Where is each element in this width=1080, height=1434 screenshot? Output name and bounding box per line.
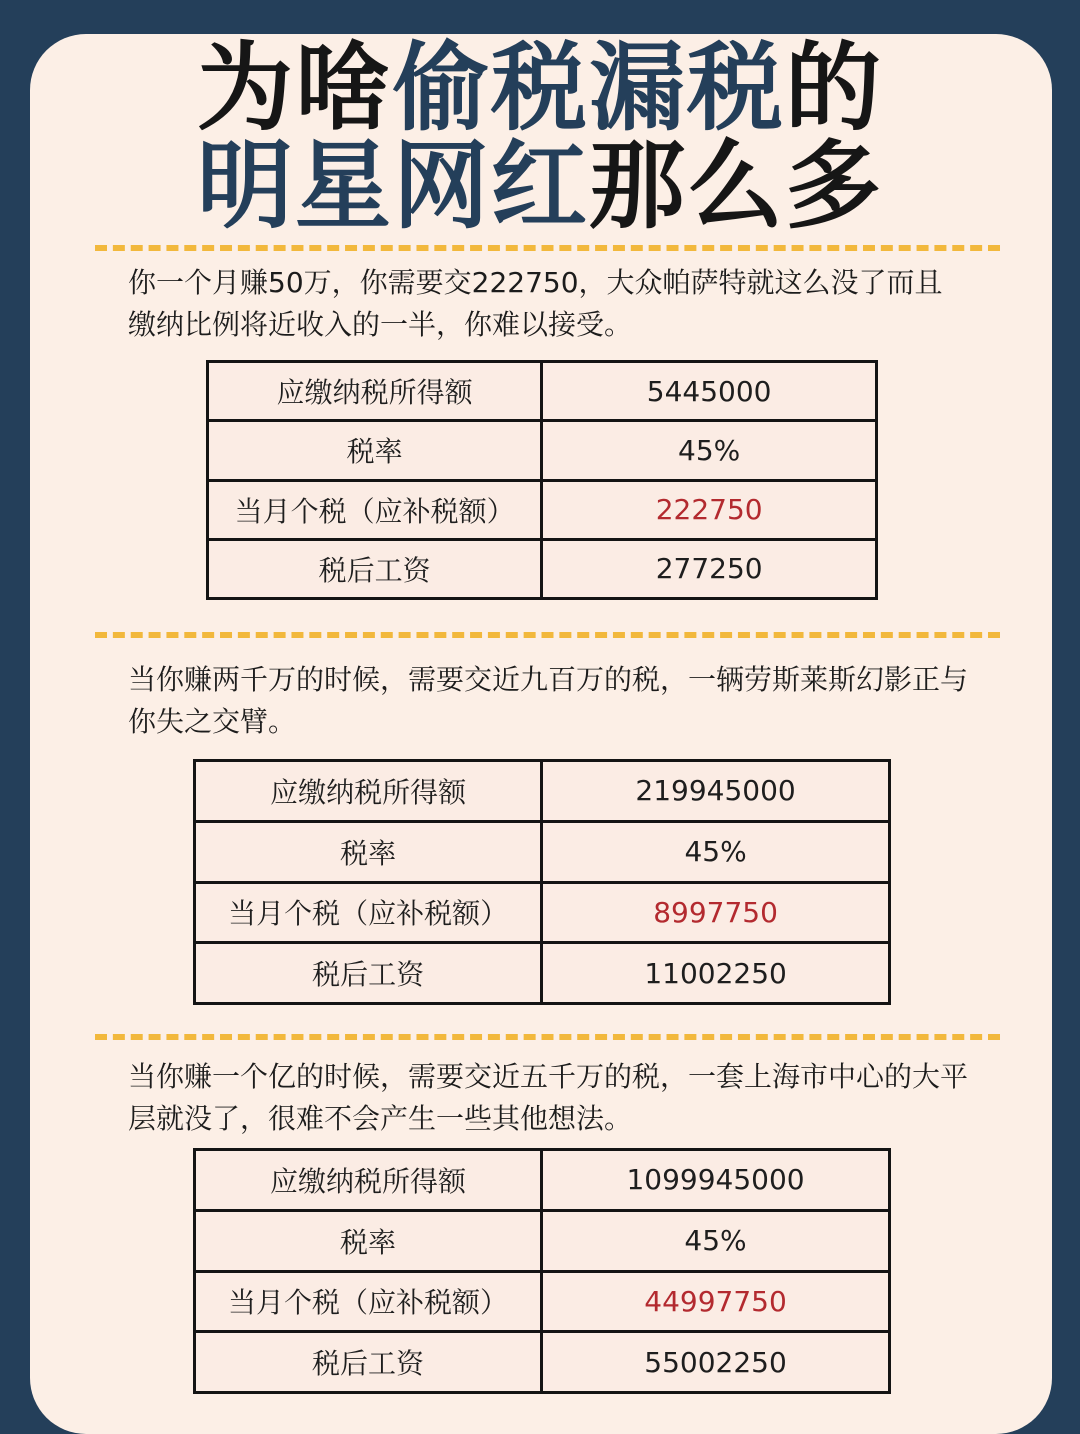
headline-text: 那么多 (589, 130, 883, 242)
dashed-divider (95, 1034, 1000, 1040)
table-row (195, 1150, 890, 1211)
row-value: 55002250 (542, 1332, 890, 1393)
row-label: 税后工资 (208, 539, 542, 598)
row-label: 当月个税（应补税额） (208, 480, 542, 539)
row-value: 5445000 (542, 362, 877, 421)
row-value: 277250 (542, 539, 877, 598)
section-paragraph: 当你赚两千万的时候，需要交近九百万的税，一辆劳斯莱斯幻影正与你失之交臂。 (128, 663, 969, 738)
row-value-highlight: 44997750 (542, 1271, 890, 1332)
row-label: 当月个税（应补税额） (195, 882, 542, 943)
tax-table (193, 1148, 891, 1394)
row-value: 45% (542, 821, 890, 882)
headline-text: 为啥 (197, 32, 393, 144)
section-paragraph: 当你赚一个亿的时候，需要交近五千万的税，一套上海市中心的大平层就没了，很难不会产生一些其他想法。 (128, 1060, 969, 1135)
row-label: 税率 (208, 421, 542, 480)
table-row (195, 1210, 890, 1271)
table-row (195, 761, 890, 822)
row-value: 45% (542, 421, 877, 480)
table-row (195, 1332, 890, 1393)
row-value: 11002250 (542, 943, 890, 1004)
row-value-highlight: 222750 (542, 480, 877, 539)
row-value: 1099945000 (542, 1150, 890, 1211)
table-row (208, 480, 877, 539)
table-row (208, 539, 877, 598)
dashed-divider (95, 632, 1000, 638)
row-label: 税后工资 (195, 943, 542, 1004)
table-row (195, 943, 890, 1004)
row-label: 当月个税（应补税额） (195, 1271, 542, 1332)
table-row (195, 882, 890, 943)
headline-text: 的 (785, 32, 883, 144)
dashed-divider (95, 245, 1000, 251)
headline-highlight: 明星网红 (197, 130, 589, 242)
headline-highlight: 偷税漏税 (393, 32, 785, 144)
table-row (195, 1271, 890, 1332)
tax-table (206, 360, 878, 600)
row-label: 税率 (195, 1210, 542, 1271)
row-label: 应缴纳税所得额 (195, 761, 542, 822)
tax-table (193, 759, 891, 1005)
row-label: 税后工资 (195, 1332, 542, 1393)
row-value: 45% (542, 1210, 890, 1271)
row-label: 税率 (195, 821, 542, 882)
headline-line-2 (0, 132, 1080, 240)
table-row (195, 821, 890, 882)
row-label: 应缴纳税所得额 (195, 1150, 542, 1211)
table-row (208, 421, 877, 480)
table-row (208, 362, 877, 421)
row-label: 应缴纳税所得额 (208, 362, 542, 421)
row-value-highlight: 8997750 (542, 882, 890, 943)
section-paragraph: 你一个月赚50万，你需要交222750，大众帕萨特就这么没了而且缴纳比例将近收入的一半，你难以接受。 (128, 266, 943, 341)
headline-line-1 (0, 34, 1080, 142)
row-value: 219945000 (542, 761, 890, 822)
